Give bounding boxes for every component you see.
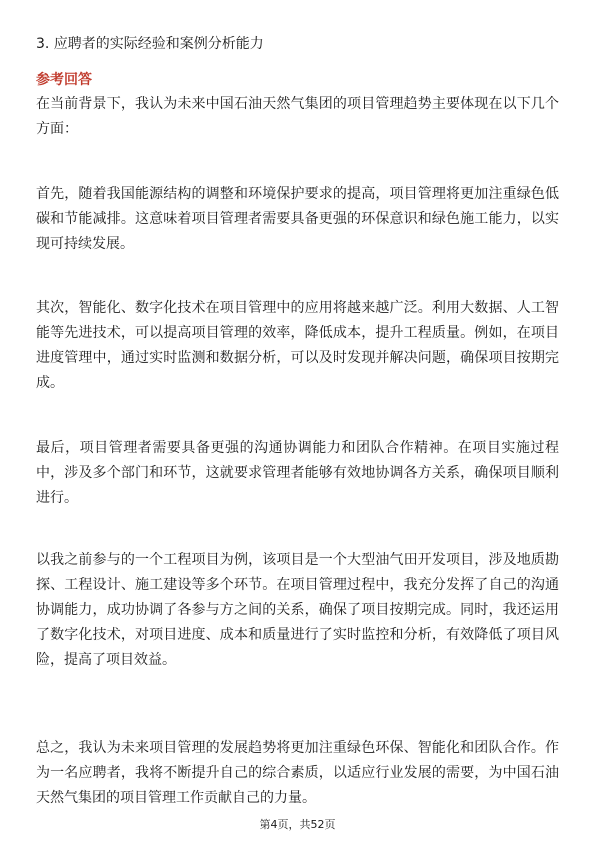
answer-paragraph-second: 其次，智能化、数字化技术在项目管理中的应用将越来越广泛。利用大数据、人工智能等先进技术，可以提高项目管理的效率，降低成本，提升工程质量。例如，在项目进度管理中，通过实时监测和数据分析，可以及时发现并解决问题，确保项目按期完成。: [36, 300, 559, 391]
page-number-footer: 第4页，共52页: [259, 818, 336, 831]
answer-paragraph-conclusion: 总之，我认为未来项目管理的发展趋势将更加注重绿色环保、智能化和团队合作。作为一名应聘者，我将不断提升自己的综合素质，以适应行业发展的需要，为中国石油天然气集团的项目管理工作贡献自己的力量。: [36, 740, 559, 806]
answer-paragraph-example: 以我之前参与的一个工程项目为例，该项目是一个大型油气田开发项目，涉及地质勘探、工程设计、施工建设等多个环节。在项目管理过程中，我充分发挥了自己的沟通协调能力，成功协调了各参与方之间的关系，确保了项目按期完成。同时，我还运用了数字化技术，对项目进度、成本和质量进行了实时监控和分析，有效降低了项目风险，提高了项目效益。: [36, 552, 559, 668]
reference-answer-label: 参考回答: [36, 72, 92, 88]
answer-paragraph-intro: 在当前背景下，我认为未来中国石油天然气集团的项目管理趋势主要体现在以下几个方面：: [36, 96, 559, 137]
answer-paragraph-last: 最后，项目管理者需要具备更强的沟通协调能力和团队合作精神。在项目实施过程中，涉及多个部门和环节，这就要求管理者能够有效地协调各方关系，确保项目顺利进行。: [36, 440, 559, 506]
answer-paragraph-first: 首先，随着我国能源结构的调整和环境保护要求的提高，项目管理将更加注重绿色低碳和节能减排。这意味着项目管理者需要具备更强的环保意识和绿色施工能力，以实现可持续发展。: [36, 186, 559, 252]
question-heading: 3. 应聘者的实际经验和案例分析能力: [36, 36, 264, 52]
